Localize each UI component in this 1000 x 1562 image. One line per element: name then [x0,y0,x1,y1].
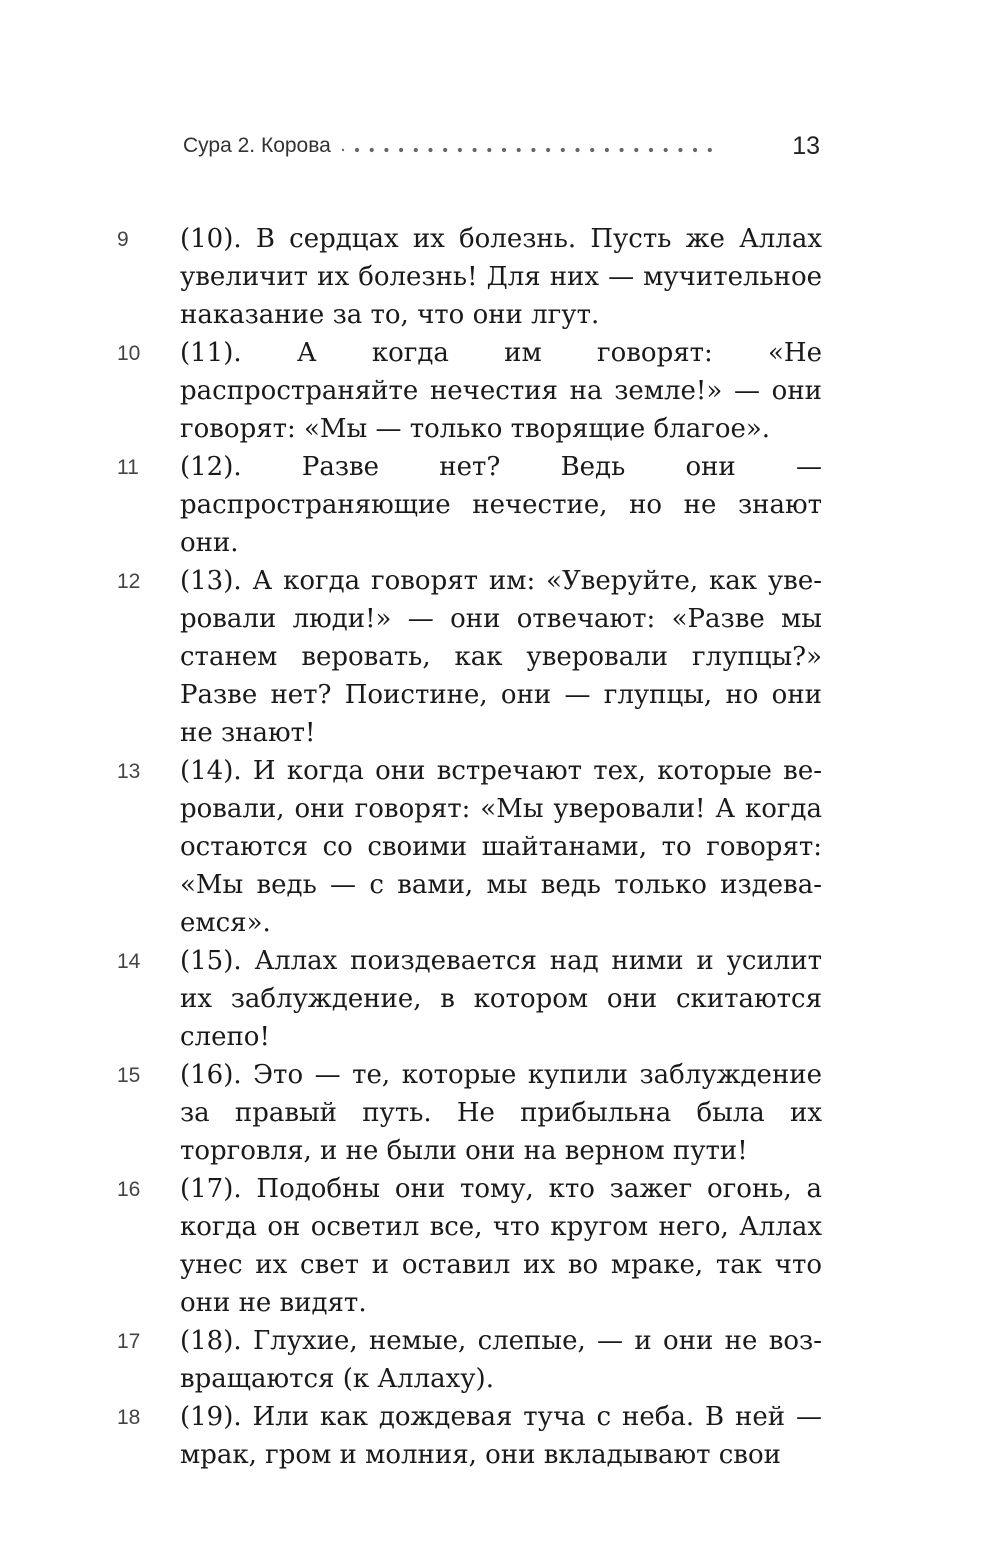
verse-number: 18 [117,1406,141,1429]
leader-dot [708,148,712,152]
leader-dot [649,148,653,152]
chapter-title: Сура 2. Корова [183,134,331,157]
verse-number: 17 [117,1330,141,1353]
verse [0,1056,1000,1170]
leader-dot [458,148,462,152]
leader-dot [342,149,344,151]
leader-dot [443,148,447,152]
verse-number: 9 [117,228,129,251]
verse-text: (10). В сердцах их болезнь. Пусть же Аллах увеличит их болезнь! Для них — мучительное наказание за то, что они лгут. [180,224,822,330]
verse-number: 11 [117,456,139,479]
leader-dot [575,148,579,152]
verse-text: (12). Разве нет? Ведь они — распространяющие нечестие, но не знают они. [180,452,822,558]
verse-number: 14 [117,950,141,973]
verse [0,334,1000,448]
dotted-leader [340,147,938,153]
verse-number: 12 [117,570,141,593]
verse-text: (16). Это — те, которые купили заблуждение за правый путь. Не прибыльна была их торговля, и не были они на верном пути! [180,1060,822,1166]
leader-dot [399,148,403,152]
leader-dot [473,148,477,152]
verse [0,1322,1000,1398]
leader-dot [620,148,624,152]
verse [0,448,1000,562]
leader-dot [590,148,594,152]
verse-number: 10 [117,342,141,365]
verse [0,1398,1000,1474]
verse-number: 16 [117,1178,141,1201]
verse-text: (19). Или как дождевая туча с неба. В ней — мрак, гром и молния, они вкладывают свои [180,1402,822,1470]
leader-dot [414,148,418,152]
leader-dot [384,148,388,152]
verse-list [0,220,1000,1474]
verse-text: (13). А когда говорят им: «Уверуйте, как уверовали люди!» — они отвечают: «Разве мы станем веровать, как уверовали глупцы?» Разве нет? Поистине, они — глупцы, но они не знают! [180,566,822,748]
verse [0,1170,1000,1322]
leader-dot [678,148,682,152]
leader-dot [355,148,359,152]
verse [0,220,1000,334]
running-header [183,134,823,166]
leader-dot [605,148,609,152]
leader-dot [546,148,550,152]
leader-dot [502,148,506,152]
page-number: 13 [792,132,820,160]
leader-dot [561,148,565,152]
verse [0,752,1000,942]
verse-text: (18). Глухие, немые, слепые, — и они не возвращаются (к Аллаху). [180,1326,822,1394]
verse-number: 15 [117,1064,141,1087]
verse [0,942,1000,1056]
leader-dot [370,148,374,152]
verse-text: (14). И когда они встречают тех, которые веровали, они говорят: «Мы уверовали! А когда остаются со своими шайтанами, то говорят: «Мы ведь — с вами, мы ведь только издеваемся». [180,756,822,938]
leader-dot [531,148,535,152]
leader-dot [517,148,521,152]
leader-dot [693,148,697,152]
leader-dot [487,148,491,152]
verse [0,562,1000,752]
verse-number: 13 [117,760,141,783]
leader-dot [428,148,432,152]
leader-dot [634,148,638,152]
verse-text: (11). А когда им говорят: «Не распространяйте нечестия на земле!» — они говорят: «Мы — только творящие благое». [180,338,822,444]
leader-dot [664,148,668,152]
verse-text: (17). Подобны они тому, кто зажег огонь, а когда он осветил все, что кругом него, Аллах унес их свет и оставил их во мраке, так что они не видят. [180,1174,822,1318]
verse-text: (15). Аллах поиздевается над ними и усилит их заблуждение, в котором они скитаются слепо! [180,946,822,1052]
